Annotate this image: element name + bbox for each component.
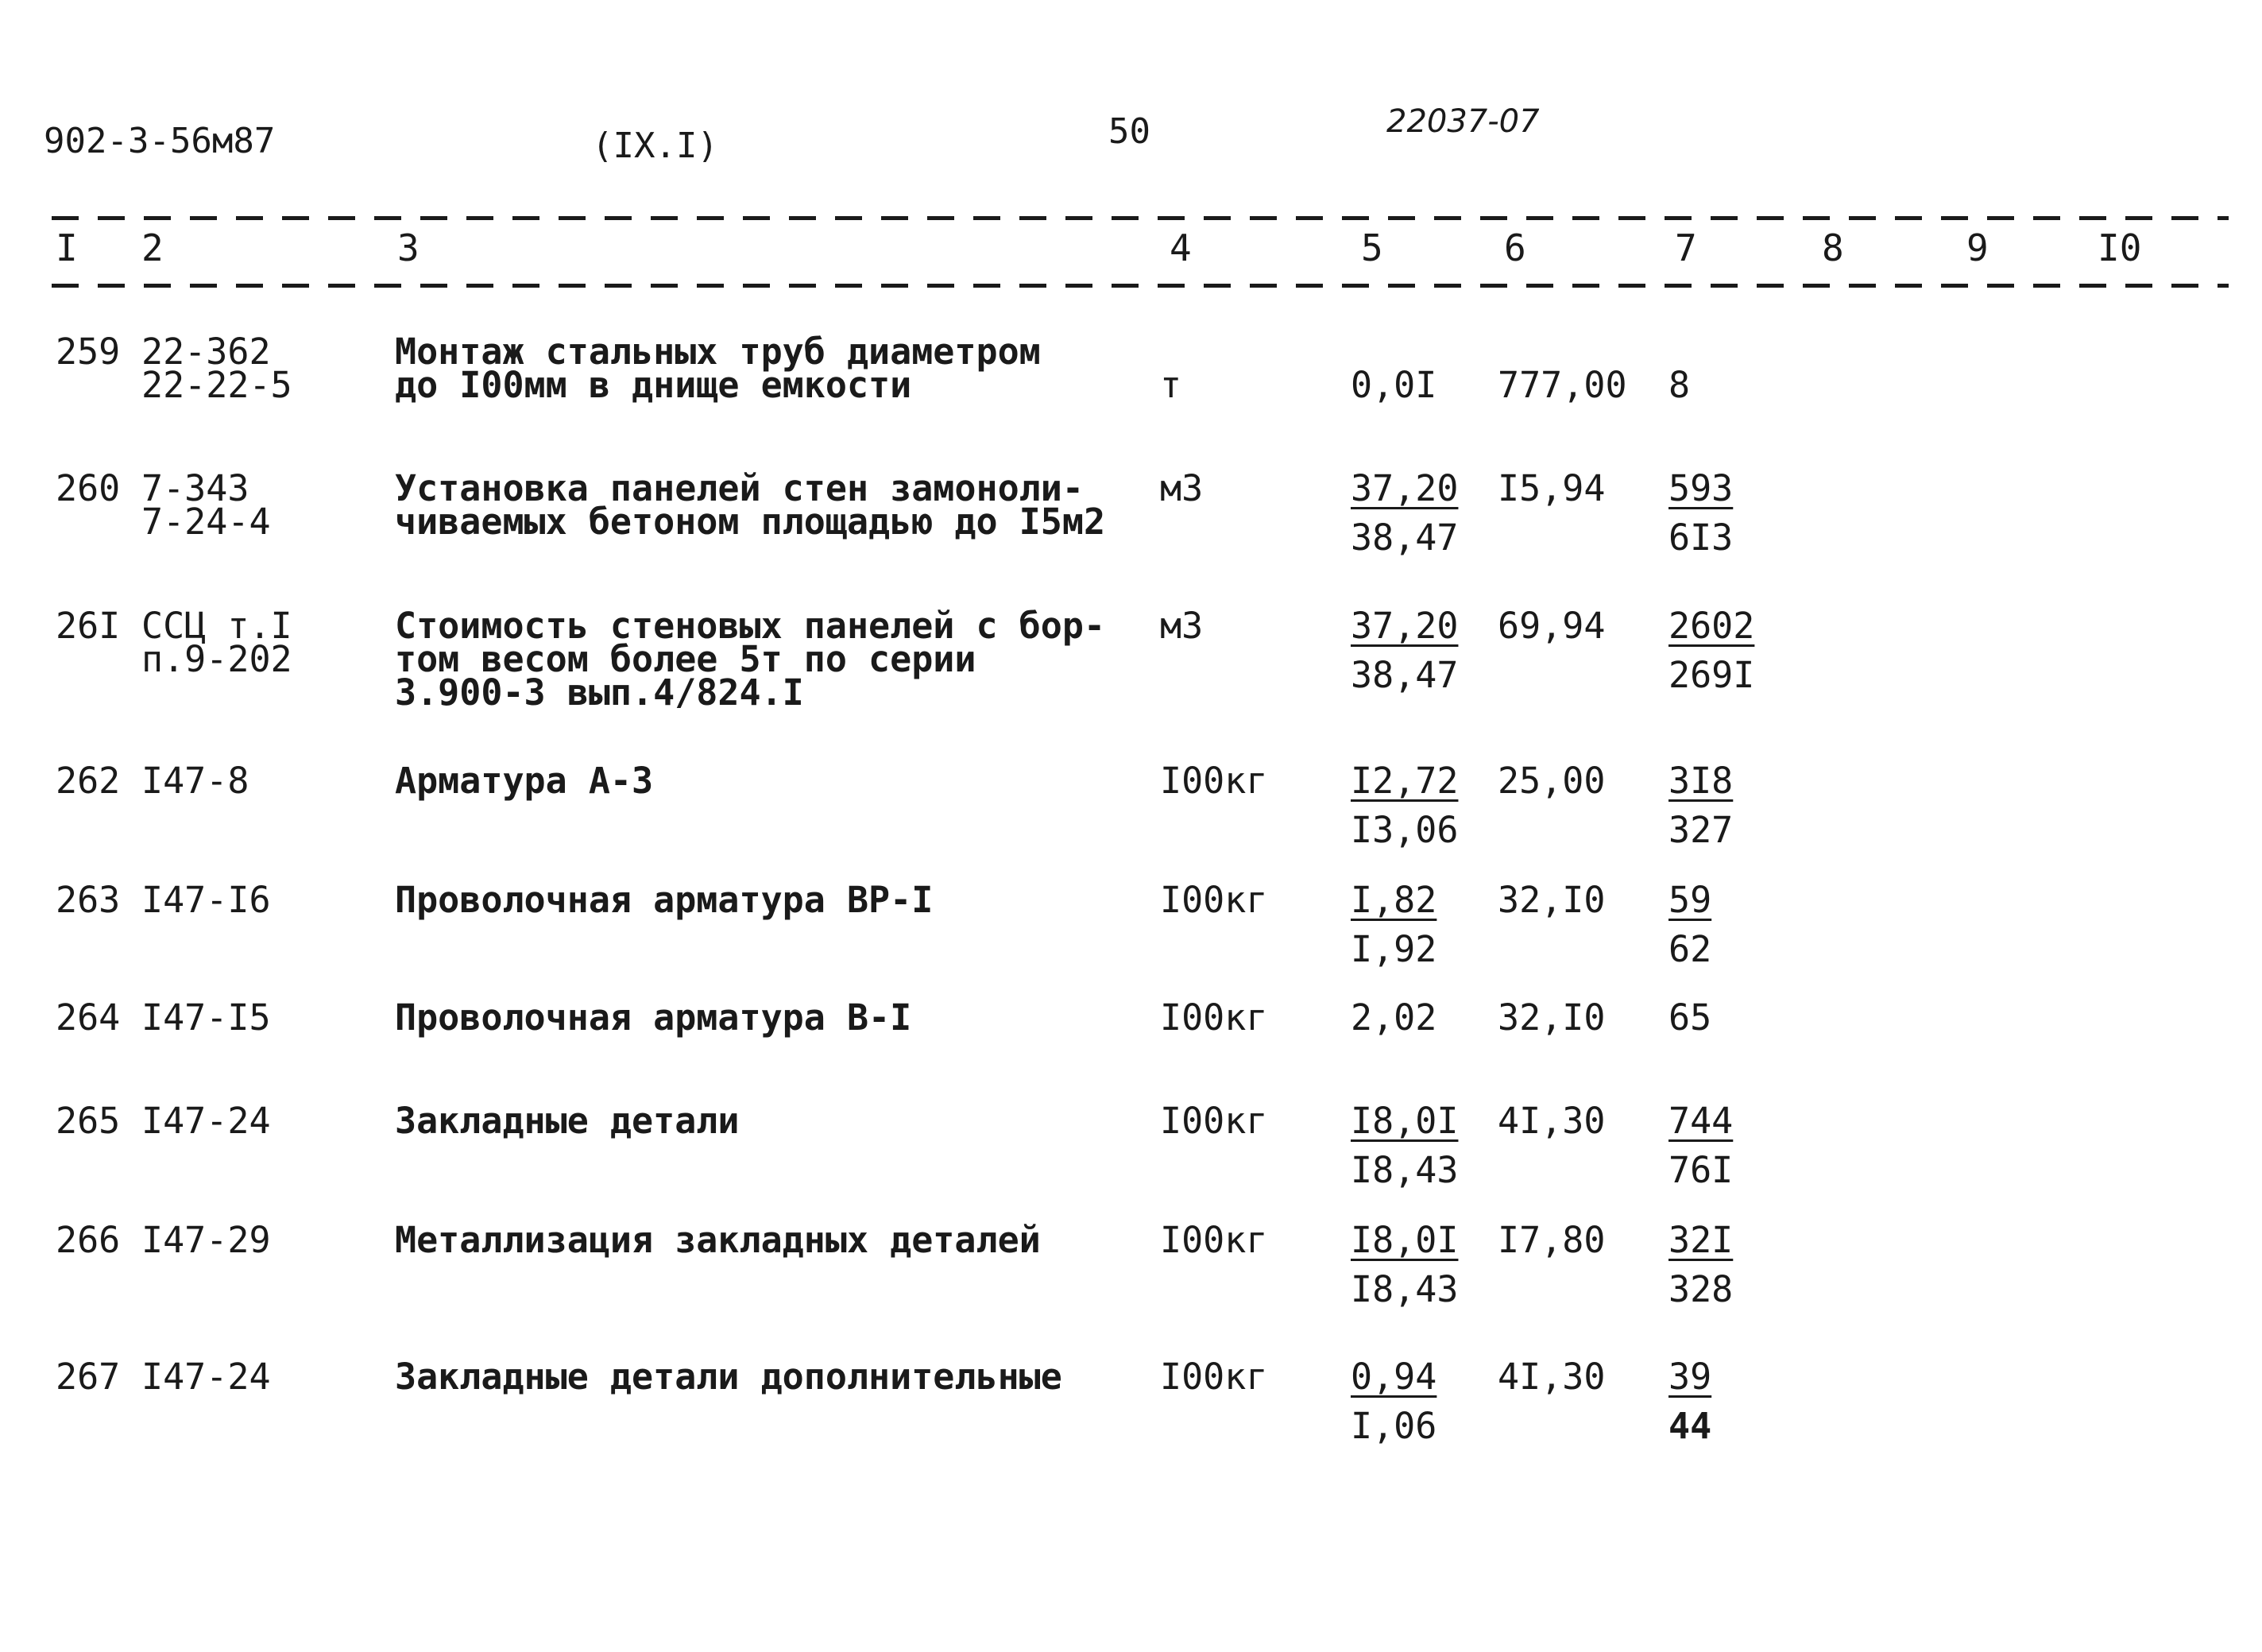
work-description: Закладные детали дополнительные xyxy=(395,1356,1062,1398)
unit-price: 69,94 xyxy=(1498,605,1606,647)
quantity: 0,0I xyxy=(1351,364,1437,406)
column-header-10: I0 xyxy=(2098,226,2142,269)
unit-price: 25,00 xyxy=(1498,760,1606,802)
section-label: (IX.I) xyxy=(592,126,718,166)
registration-stamp: 22037-07 xyxy=(1386,103,1540,140)
work-description: Проволочная арматура В-I xyxy=(395,996,912,1039)
row-number: 267 xyxy=(56,1356,121,1398)
row-number: 260 xyxy=(56,467,121,509)
total-cost-adjusted: 327 xyxy=(1668,809,1734,851)
quantity: 37,20 xyxy=(1351,605,1459,647)
column-header-7: 7 xyxy=(1675,226,1697,269)
total-cost: 59 xyxy=(1668,879,1712,921)
rate-code: ССЦ т.I xyxy=(141,605,292,647)
unit: м3 xyxy=(1160,605,1204,647)
column-header-1: I xyxy=(56,226,78,269)
row-number: 266 xyxy=(56,1219,121,1261)
total-cost-adjusted: 328 xyxy=(1668,1268,1734,1310)
column-header-2: 2 xyxy=(141,226,164,269)
column-header-6: 6 xyxy=(1504,226,1526,269)
quantity-adjusted: I8,43 xyxy=(1351,1149,1459,1191)
quantity: I2,72 xyxy=(1351,760,1459,802)
work-description: Проволочная арматура ВР-I xyxy=(395,879,934,921)
total-cost: 3I8 xyxy=(1668,760,1734,802)
unit: I00кг xyxy=(1160,996,1268,1039)
work-description-line3: 3.900-3 вып.4/824.I xyxy=(395,671,804,714)
work-description: Арматура А-3 xyxy=(395,760,654,802)
quantity: I8,0I xyxy=(1351,1219,1459,1261)
column-header-3: 3 xyxy=(397,226,420,269)
header-bottom-rule xyxy=(52,284,2229,288)
rate-code: I47-I6 xyxy=(141,879,271,921)
rate-code: I47-24 xyxy=(141,1100,271,1142)
row-number: 263 xyxy=(56,879,121,921)
quantity: 37,20 xyxy=(1351,467,1459,509)
work-description: Металлизация закладных деталей xyxy=(395,1219,1041,1261)
unit-price: 32,I0 xyxy=(1498,996,1606,1039)
total-cost-adjusted: 269I xyxy=(1668,654,1755,696)
rate-code: I47-24 xyxy=(141,1356,271,1398)
rate-code: I47-29 xyxy=(141,1219,271,1261)
rate-code: I47-8 xyxy=(141,760,249,802)
column-header-9: 9 xyxy=(1966,226,1989,269)
unit-price: 4I,30 xyxy=(1498,1356,1606,1398)
work-description: Закладные детали xyxy=(395,1100,740,1142)
quantity-adjusted: I,06 xyxy=(1351,1405,1437,1447)
work-description: Стоимость стеновых панелей с бор- xyxy=(395,605,1106,647)
rate-code-line2: 7-24-4 xyxy=(141,501,271,543)
unit-price: 4I,30 xyxy=(1498,1100,1606,1142)
total-cost-adjusted: 76I xyxy=(1668,1149,1734,1191)
quantity: 0,94 xyxy=(1351,1356,1437,1398)
unit-price: 32,I0 xyxy=(1498,879,1606,921)
row-number: 259 xyxy=(56,331,121,373)
row-number: 26I xyxy=(56,605,121,647)
quantity-adjusted: I,92 xyxy=(1351,928,1437,970)
unit: I00кг xyxy=(1160,1219,1268,1261)
unit-price: 777,00 xyxy=(1498,364,1627,406)
column-header-8: 8 xyxy=(1822,226,1844,269)
total-cost: 32I xyxy=(1668,1219,1734,1261)
header-top-rule xyxy=(52,216,2229,220)
quantity-adjusted: I8,43 xyxy=(1351,1268,1459,1310)
unit: м3 xyxy=(1160,467,1204,509)
unit: I00кг xyxy=(1160,879,1268,921)
unit-price: I7,80 xyxy=(1498,1219,1606,1261)
quantity: I,82 xyxy=(1351,879,1437,921)
total-cost: 744 xyxy=(1668,1100,1734,1142)
total-cost: 39 xyxy=(1668,1356,1712,1398)
column-header-5: 5 xyxy=(1361,226,1383,269)
total-cost-adjusted: 62 xyxy=(1668,928,1712,970)
column-header-4: 4 xyxy=(1170,226,1192,269)
quantity: 2,02 xyxy=(1351,996,1437,1039)
work-description: Монтаж стальных труб диаметром xyxy=(395,331,1041,373)
rate-code: 7-343 xyxy=(141,467,249,509)
quantity-adjusted: 38,47 xyxy=(1351,516,1459,559)
row-number: 262 xyxy=(56,760,121,802)
rate-code: I47-I5 xyxy=(141,996,271,1039)
total-cost: 2602 xyxy=(1668,605,1755,647)
total-cost-adjusted: 44 xyxy=(1668,1405,1712,1447)
unit: I00кг xyxy=(1160,760,1268,802)
rate-code-line2: 22-22-5 xyxy=(141,364,292,406)
work-description-line2: том весом более 5т по серии xyxy=(395,638,976,680)
quantity-adjusted: 38,47 xyxy=(1351,654,1459,696)
document-code: 902-3-56м87 xyxy=(44,121,276,161)
quantity-adjusted: I3,06 xyxy=(1351,809,1459,851)
quantity: I8,0I xyxy=(1351,1100,1459,1142)
page-number: 50 xyxy=(1108,111,1150,152)
rate-code: 22-362 xyxy=(141,331,271,373)
unit: I00кг xyxy=(1160,1100,1268,1142)
unit: I00кг xyxy=(1160,1356,1268,1398)
unit-price: I5,94 xyxy=(1498,467,1606,509)
work-description-line2: чиваемых бетоном площадью до I5м2 xyxy=(395,501,1106,543)
total-cost: 8 xyxy=(1668,364,1691,406)
rate-code-line2: п.9-202 xyxy=(141,638,292,680)
work-description-line2: до I00мм в днище емкости xyxy=(395,364,912,406)
total-cost: 593 xyxy=(1668,467,1734,509)
unit: т xyxy=(1160,364,1182,406)
total-cost: 65 xyxy=(1668,996,1712,1039)
row-number: 264 xyxy=(56,996,121,1039)
total-cost-adjusted: 6I3 xyxy=(1668,516,1734,559)
row-number: 265 xyxy=(56,1100,121,1142)
work-description: Установка панелей стен замоноли- xyxy=(395,467,1084,509)
